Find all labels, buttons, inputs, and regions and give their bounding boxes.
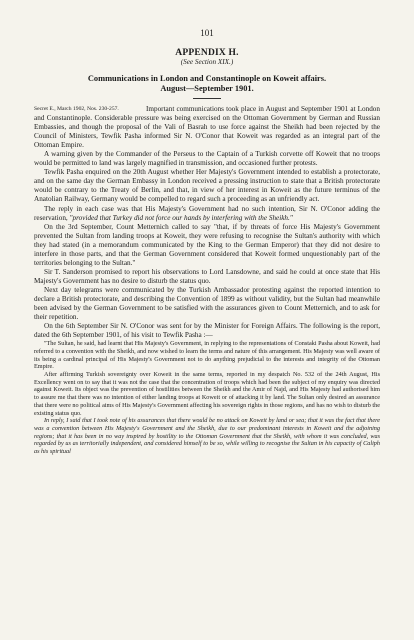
paragraph-1: Important communications took place in August and September 1901 at London and Constantinople. Considerable pressure was being exercised on the Ottoman Government by German and Russian Embassies, and though the proposal of the Vali of Basrah to use force against the Sheikh had been rejected by the Council of Ministers, Tewfik Pasha informed Sir N. O'Conor that Koweit was regarded as an integral part of the Ottoman Empire.	[34, 105, 380, 150]
quote-paragraph-3: In reply, I said that I took note of his assurances that there would be no attack on Koweit by land or sea; that it was the fact that there was a convention between His Majesty's Government and the Sheikh, due to our predominant interests in Koweit and the adjoining regions; that it has been in no way inspired by hostility to the Ottoman Government that the Sheikh, with whom it was concluded, was regarded by us as territorially independent, and considered himself to be so, while willing to recognise the Sultan in his capacity of Caliph as his spiritual	[34, 417, 380, 456]
paragraph-4-quote: "provided that Turkey did not force our hands by interfering with the Sheikh."	[69, 213, 293, 222]
paragraph-1-block	[34, 105, 380, 150]
margin-note: Secret E., March 1902, Nos. 230-257.	[34, 106, 119, 112]
paragraph-7: Next day telegrams were communicated by the Turkish Ambassador protesting against the reported intention to declare a British protectorate, and describing the Convention of 1899 as without validity, but the Sultan had meanwhile been advised by the German Government to be satisfied with the assurances given to Count Metternich, and to ask for their repetition.	[34, 285, 380, 322]
paragraph-8: On the 6th September Sir N. O'Conor was sent for by the Minister for Foreign Affairs. The following is the report, dated the 6th September 1901, of his visit to Tewfik Pasha :—	[34, 322, 380, 340]
paragraph-3: Tewfik Pasha enquired on the 20th August whether Her Majesty's Government intended to establish a protectorate, and on the same day the German Embassy in London received a pressing instruction to state that a British protectorate would be contrary to the Treaty of Berlin, and that, in view of her interest in Koweit as the future terminus of the Anatolian Railway, Germany would be compelled to regard such a proceeding as an unfriendly act.	[34, 168, 380, 204]
quote-paragraph-1: "The Sultan, he said, had learnt that His Majesty's Government, in replying to the representations of Constaki Pasha about Koweit, had referred to a convention with the Sheikh, and now wished to learn the terms and nature of this arrangement. His Majesty was well aware of its being a cardinal principal of His Majesty's Government not to do anything prejudicial to the interests and integrity of the Ottoman Empire.	[34, 340, 380, 371]
heading-line-2: August—September 1901.	[160, 84, 254, 93]
page-number: 101	[200, 28, 214, 38]
paragraph-4-text: The reply in each case was that His Majesty's Government had no such intention, Sir N. O'Conor adding the reservation,	[34, 204, 380, 222]
paragraph-5: On the 3rd September, Count Metternich called to say "that, if by threats of force His Majesty's Government prevented the Sultan from landing troops at Koweit, they were refusing to recognise the Sultan's authority with which they had stated (in a memorandum communicated by the King to the German Emperor) that they did not desire to interfere in those parts, and that the German Government considered that Koweit formed unquestionably part of the territories belonging to the Sultan."	[34, 222, 380, 267]
paragraph-4	[34, 205, 380, 223]
heading-rule	[193, 98, 221, 99]
quote-paragraph-2: After affirming Turkish sovereignty over Koweit in the same terms, reported in my despatch No. 532 of the 24th August, His Excellency went on to say that it was not the case that the concentration of troops which had been the subject of my enquiry was directed against Koweit. Its object was the prevention of hostilities between the Sheikh and the Amir of Najd, and His Majesty had authorised him to assure me that there was no intention of either landing troops at Koweit or of attacking it by land. The Sultan only desired an assurance that there were no political aims of His Majesty's Government affecting his sovereign rights in those regions, and has no wish to disturb the existing status quo.	[34, 371, 380, 417]
heading-line-1: Communications in London and Constantinople on Koweit affairs.	[87, 74, 327, 83]
paragraph-2: A warning given by the Commander of the Perseus to the Captain of a Turkish corvette off Koweit that no troops would be permitted to land was largely magnified in transmission, and occasioned further protests.	[34, 150, 380, 168]
appendix-title: APPENDIX H.	[175, 48, 239, 58]
quoted-report	[34, 340, 380, 456]
see-section-note: (See Section XIX.)	[180, 58, 234, 66]
paragraph-6: Sir T. Sanderson promised to report his observations to Lord Lansdowne, and said he could at once state that His Majesty's Government has no desire to disturb the status quo.	[34, 267, 380, 285]
